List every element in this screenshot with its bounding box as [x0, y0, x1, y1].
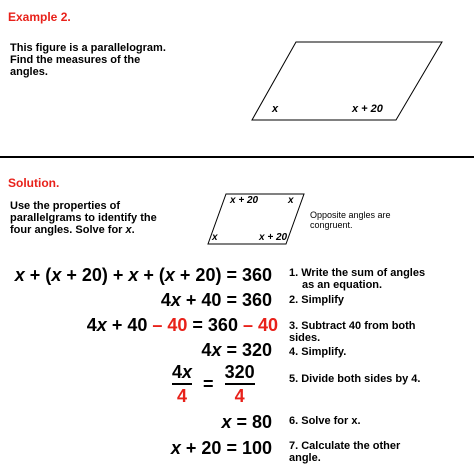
fraction-bar	[172, 383, 192, 385]
step-2: 2. Simplify	[289, 294, 345, 306]
example-prompt	[10, 42, 166, 78]
step-1: 1. Write the sum of angles as an equation.	[289, 267, 426, 291]
prompt-line: Find the measures of the	[10, 54, 141, 66]
fraction-right: $\frac{320}{4}$	[224, 362, 255, 406]
example-angle-left: x	[272, 103, 279, 115]
fraction-bar	[225, 383, 255, 385]
intro-line: four angles. Solve for x.	[10, 224, 135, 236]
prompt-line: This figure is a parallelogram.	[10, 42, 166, 54]
example-parallelogram	[250, 36, 450, 126]
step-6: 6. Solve for x.	[289, 415, 361, 427]
note-line: Opposite angles are	[310, 210, 391, 220]
equation-2: 4x + 40 = 360	[160, 290, 272, 310]
solution-angle-bottom-left: x	[212, 232, 218, 243]
equation-6: x = 80	[221, 412, 272, 432]
solution-angle-top-right: x	[288, 195, 294, 206]
opposite-angles-note	[310, 210, 391, 230]
equation-4: 4x = 320	[201, 340, 272, 360]
solution-angle-bottom-right: x + 20	[259, 232, 288, 243]
solution-angle-top-left: x + 20	[230, 195, 259, 206]
intro-line: Use the properties of	[10, 200, 121, 212]
example-angle-right: x + 20	[352, 103, 383, 115]
subtract-40-right: – 40	[242, 315, 278, 335]
equation-5: $\frac{4x}{4}$ = $\frac{320}{4}$	[172, 362, 255, 406]
step-5: 5. Divide both sides by 4.	[289, 373, 421, 385]
solution-intro	[10, 200, 157, 236]
equation-7: x + 20 = 100	[170, 438, 272, 458]
step-4: 4. Simplify.	[289, 346, 347, 358]
step-3: 3. Subtract 40 from both sides.	[289, 320, 416, 344]
note-line: congruent.	[310, 220, 353, 230]
divisor-right: 4	[234, 386, 245, 406]
equation-3: 4x + 40 – 40 = 360 – 40	[86, 315, 278, 335]
prompt-line: angles.	[10, 66, 48, 78]
equation-1: x + (x + 20) + x + (x + 20) = 360	[14, 265, 272, 285]
solution-heading: Solution.	[8, 176, 60, 190]
divisor-left: 4	[177, 386, 188, 406]
subtract-40-left: – 40	[152, 315, 188, 335]
step-7: 7. Calculate the other angle.	[289, 440, 401, 464]
example-heading: Example 2.	[8, 10, 71, 24]
section-divider	[0, 156, 474, 158]
intro-line: parallelgrams to identify the	[10, 212, 157, 224]
fraction-left: $\frac{4x}{4}$	[172, 362, 193, 406]
